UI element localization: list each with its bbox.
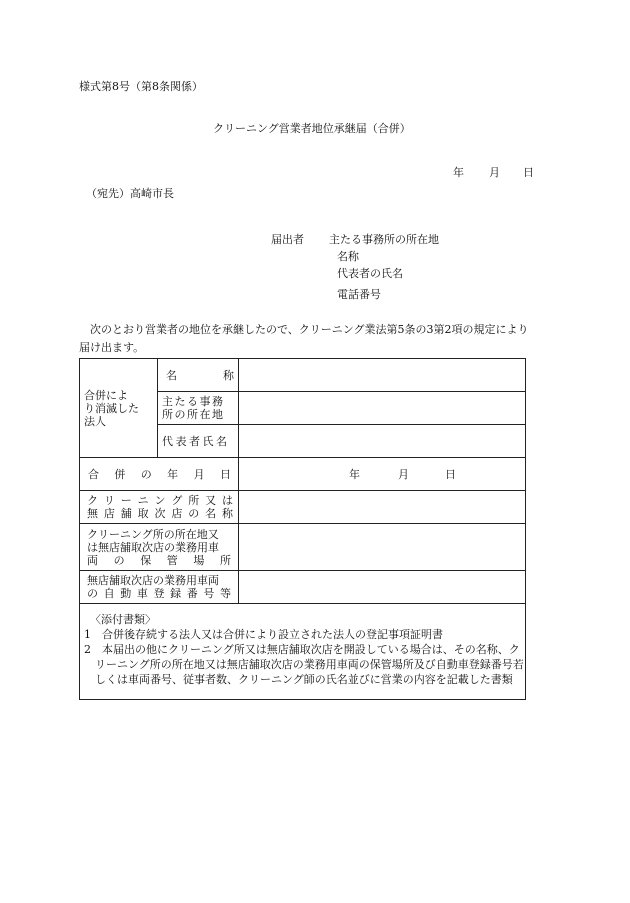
addressee: （宛先）高崎市長	[86, 187, 174, 200]
vehicle-storage-value[interactable]	[239, 524, 526, 571]
attachment-item-1: 1 合併後存続する法人又は合併により設立された法人の登記事項証明書	[84, 628, 443, 641]
representative-label: 代表者氏名	[158, 425, 239, 458]
shop-name-label: ク リ ー ニ ン グ 所 又 は 無 店 舗 取 次 店 の 名 称	[80, 491, 239, 524]
form-title: クリーニング営業者地位承継届（合併）	[213, 122, 411, 135]
date-year: 年	[453, 166, 464, 179]
applicant-phone-field: 電話番号	[337, 288, 381, 301]
address-label: 主たる事務 所の所在地	[158, 392, 239, 425]
body-text-line1: 次のとおり営業者の地位を承継したので、クリーニング業法第5条の3第2項の規定により	[90, 323, 529, 336]
dissolved-address-value[interactable]	[239, 392, 526, 425]
vehicle-storage-label: クリーニング所の所在地又 は無店舗取次店の業務用車 両 の 保 管 場 所	[80, 524, 239, 571]
date-month: 月	[489, 166, 500, 179]
name-label: 名 称	[158, 359, 239, 392]
dissolved-corp-label	[80, 359, 158, 458]
dissolved-corp-label-line1: 合併によ	[84, 388, 128, 402]
attachment-item-2-line1: 2 本届出の他にクリーニング所又は無店舗取次店を開設している場合は、その名称、ク	[84, 643, 520, 656]
vehicle-registration-value[interactable]	[239, 571, 526, 604]
applicant-label: 届出者	[271, 233, 304, 246]
merger-date-value[interactable]: 年 月 日	[239, 458, 526, 491]
dissolved-name-value[interactable]	[239, 359, 526, 392]
attachments-heading: 〈添付書類〉	[90, 613, 156, 626]
applicant-address-field: 主たる事務所の所在地	[329, 233, 439, 246]
applicant-representative-field: 代表者の氏名	[337, 267, 403, 280]
form-number: 様式第8号（第8条関係）	[79, 80, 203, 93]
dissolved-representative-value[interactable]	[239, 425, 526, 458]
body-text-line2: 届け出ます。	[79, 341, 145, 354]
vehicle-registration-label: 無店舗取次店の業務用車両 の 自 動 車 登 録 番 号 等	[80, 571, 239, 604]
notification-table	[79, 358, 526, 700]
attachment-item-2-line3: しくは車両番号、従事者数、クリーニング師の氏名並びに営業の内容を記載した書類	[95, 673, 513, 686]
date-day: 日	[523, 166, 534, 179]
merger-date-label: 合 併 の 年 月 日	[80, 458, 239, 491]
dissolved-corp-label-line3: 法人	[84, 414, 106, 428]
attachments-section	[80, 604, 526, 700]
dissolved-corp-label-line2: り消滅した	[84, 401, 139, 415]
attachment-item-2-line2: リーニング所の所在地又は無店舗取次店の業務用車両の保管場所及び自動車登録番号若	[95, 658, 524, 671]
shop-name-value[interactable]	[239, 491, 526, 524]
applicant-name-field: 名称	[337, 250, 359, 263]
